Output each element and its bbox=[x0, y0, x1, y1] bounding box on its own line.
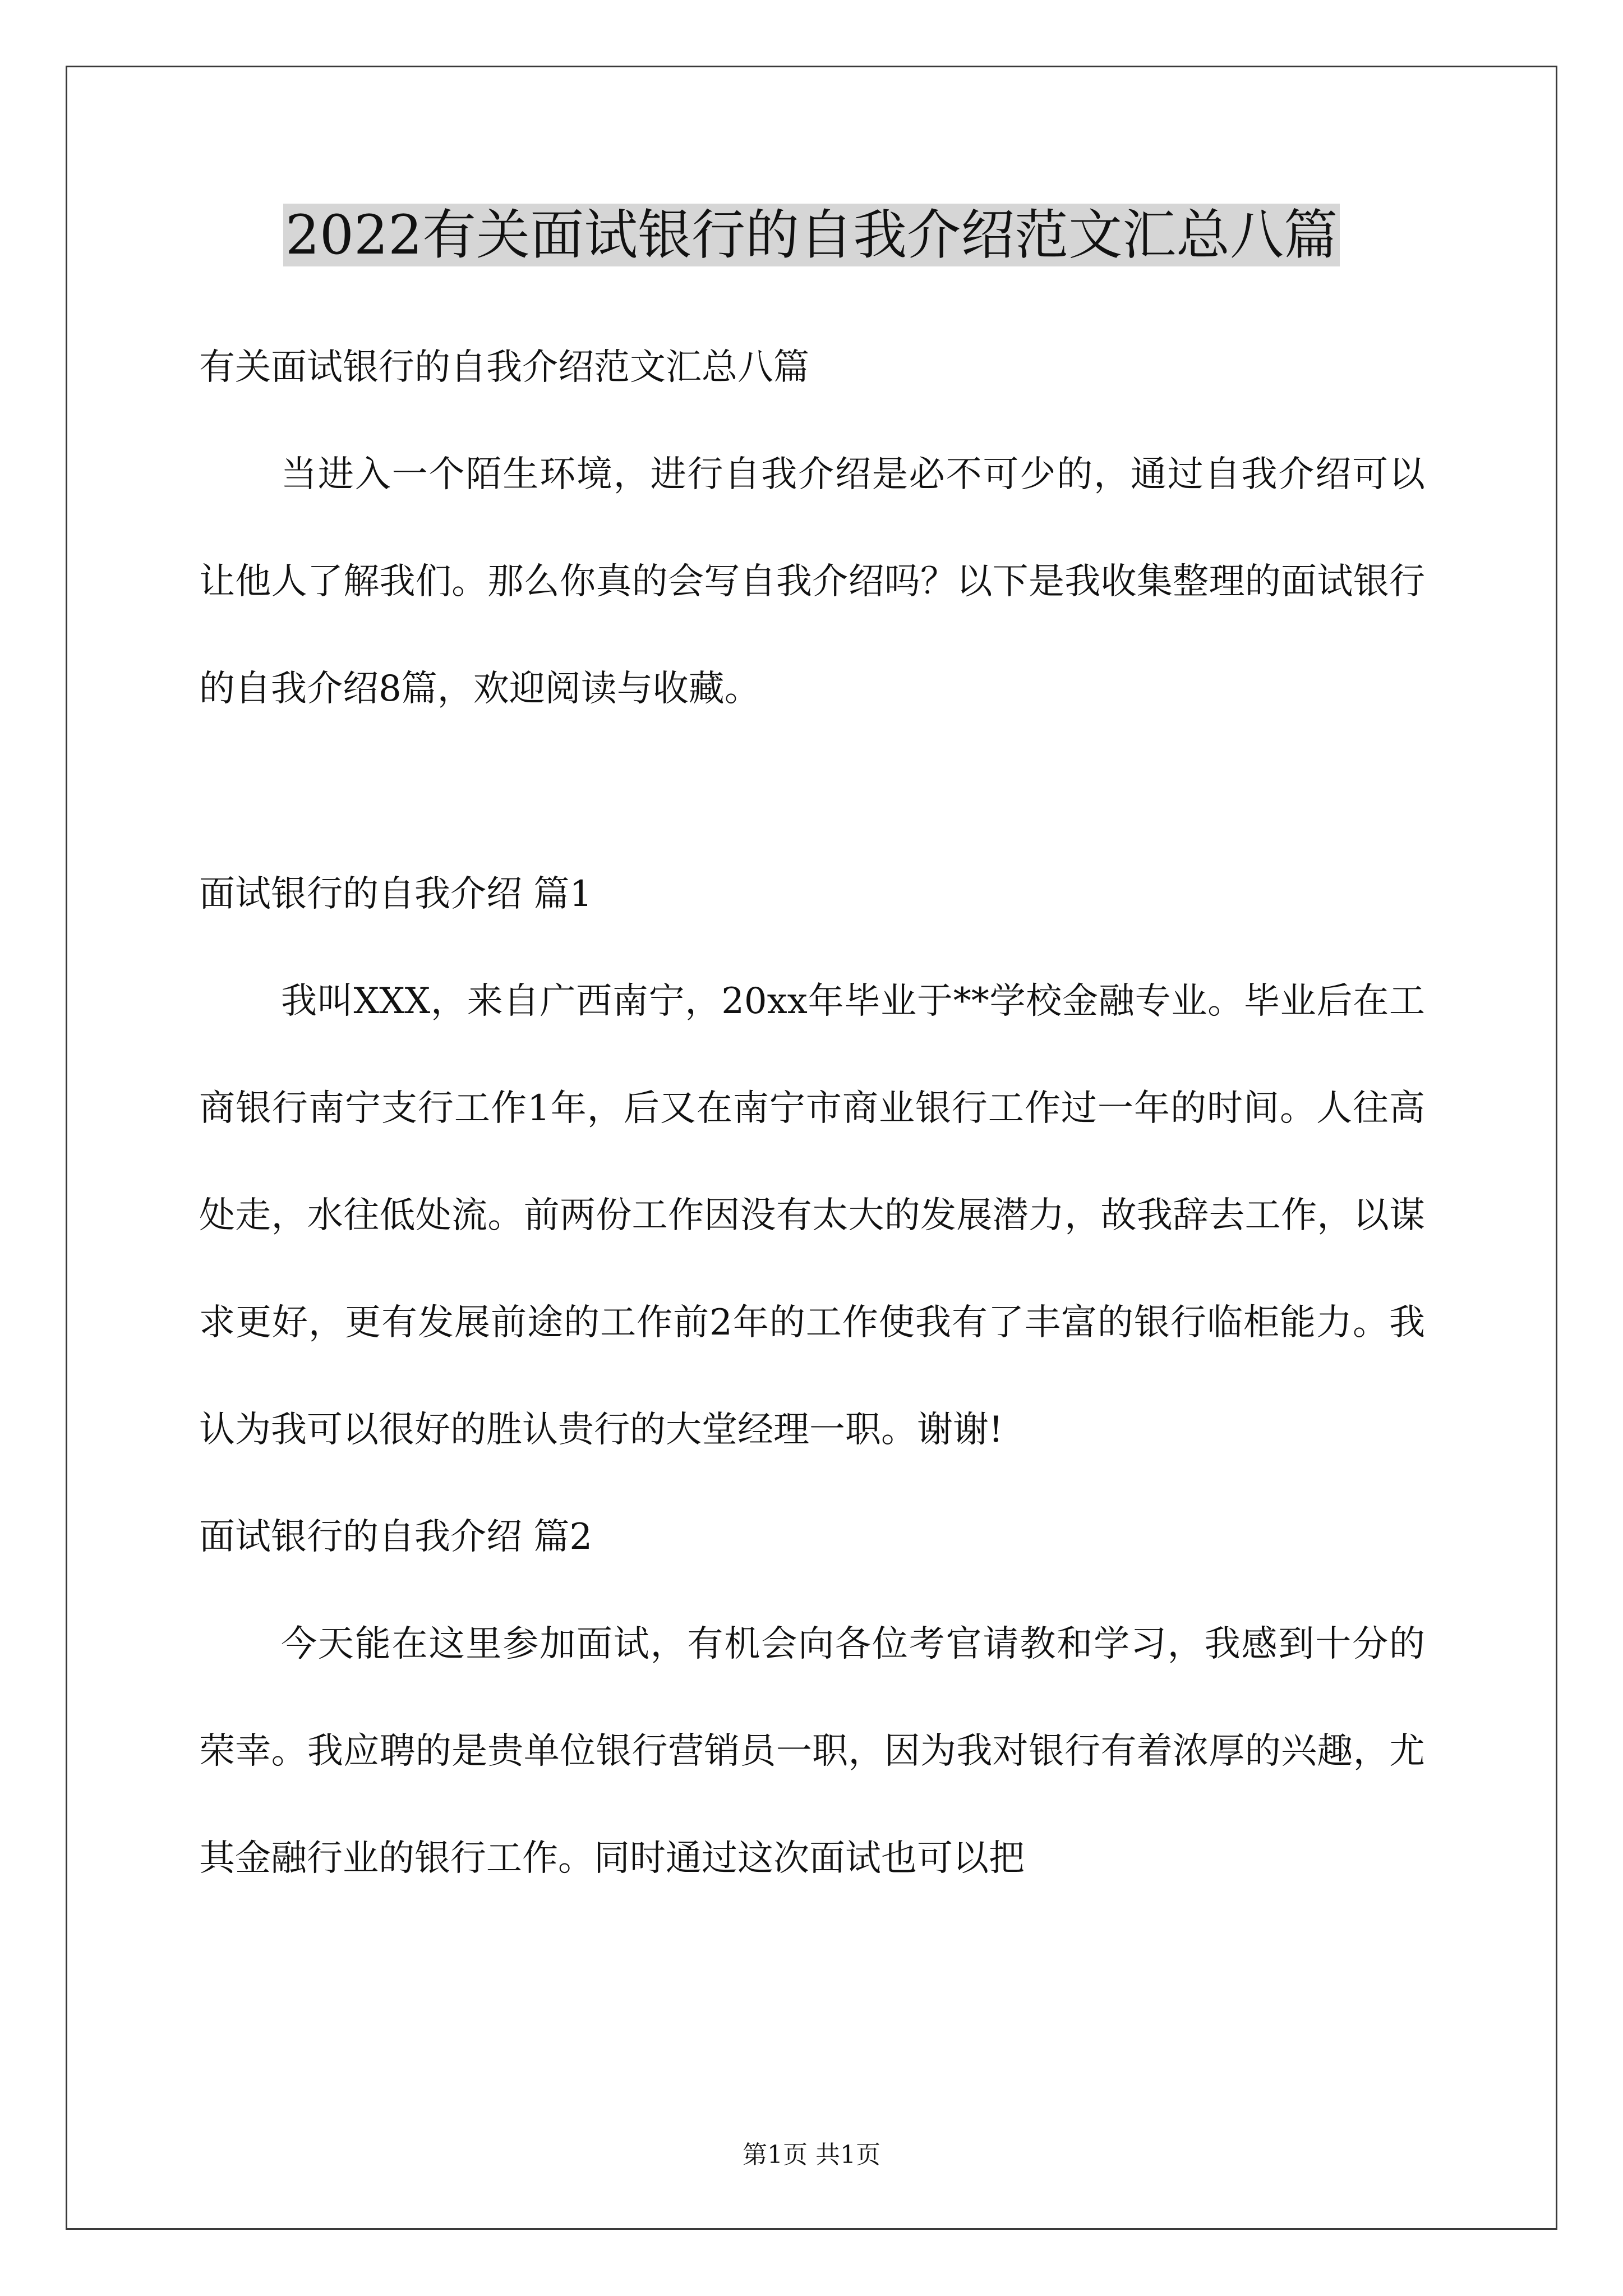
section-heading-1: 面试银行的自我介绍 篇1 bbox=[199, 873, 593, 915]
document-title bbox=[0, 199, 1623, 271]
intro-paragraph: 当进入一个陌生环境，进行自我介绍是必不可少的，通过自我介绍可以让他人了解我们。那么你真的会写自我介绍吗？以下是我收集整理的面试银行的自我介绍8篇，欢迎阅读与收藏。 bbox=[199, 454, 1425, 710]
page-footer: 第1页 共1页 bbox=[743, 2141, 880, 2169]
section-paragraph-1: 我叫XXX，来自广西南宁，20xx年毕业于**学校金融专业。毕业后在工商银行南宁支行工作1年，后又在南宁市商业银行工作过一年的时间。人往高处走，水往低处流。前两份工作因没有太大的发展潜力，故我辞去工作，以谋求更好，更有发展前途的工作前2年的工作使我有了丰富的银行临柜能力。我认为我可以很好的胜认贵行的大堂经理一职。谢谢! bbox=[199, 981, 1425, 1451]
document-subtitle: 有关面试银行的自我介绍范文汇总八篇 bbox=[199, 347, 809, 388]
document-title-text: 2022有关面试银行的自我介绍范文汇总八篇 bbox=[283, 204, 1340, 266]
section-spacer bbox=[199, 743, 1425, 841]
section-heading-2: 面试银行的自我介绍 篇2 bbox=[199, 1516, 593, 1558]
document-body bbox=[199, 314, 1425, 1912]
section-paragraph-2: 今天能在这里参加面试，有机会向各位考官请教和学习，我感到十分的荣幸。我应聘的是贵单位银行营销员一职，因为我对银行有着浓厚的兴趣，尤其金融行业的银行工作。同时通过这次面试也可以把 bbox=[199, 1623, 1425, 1879]
